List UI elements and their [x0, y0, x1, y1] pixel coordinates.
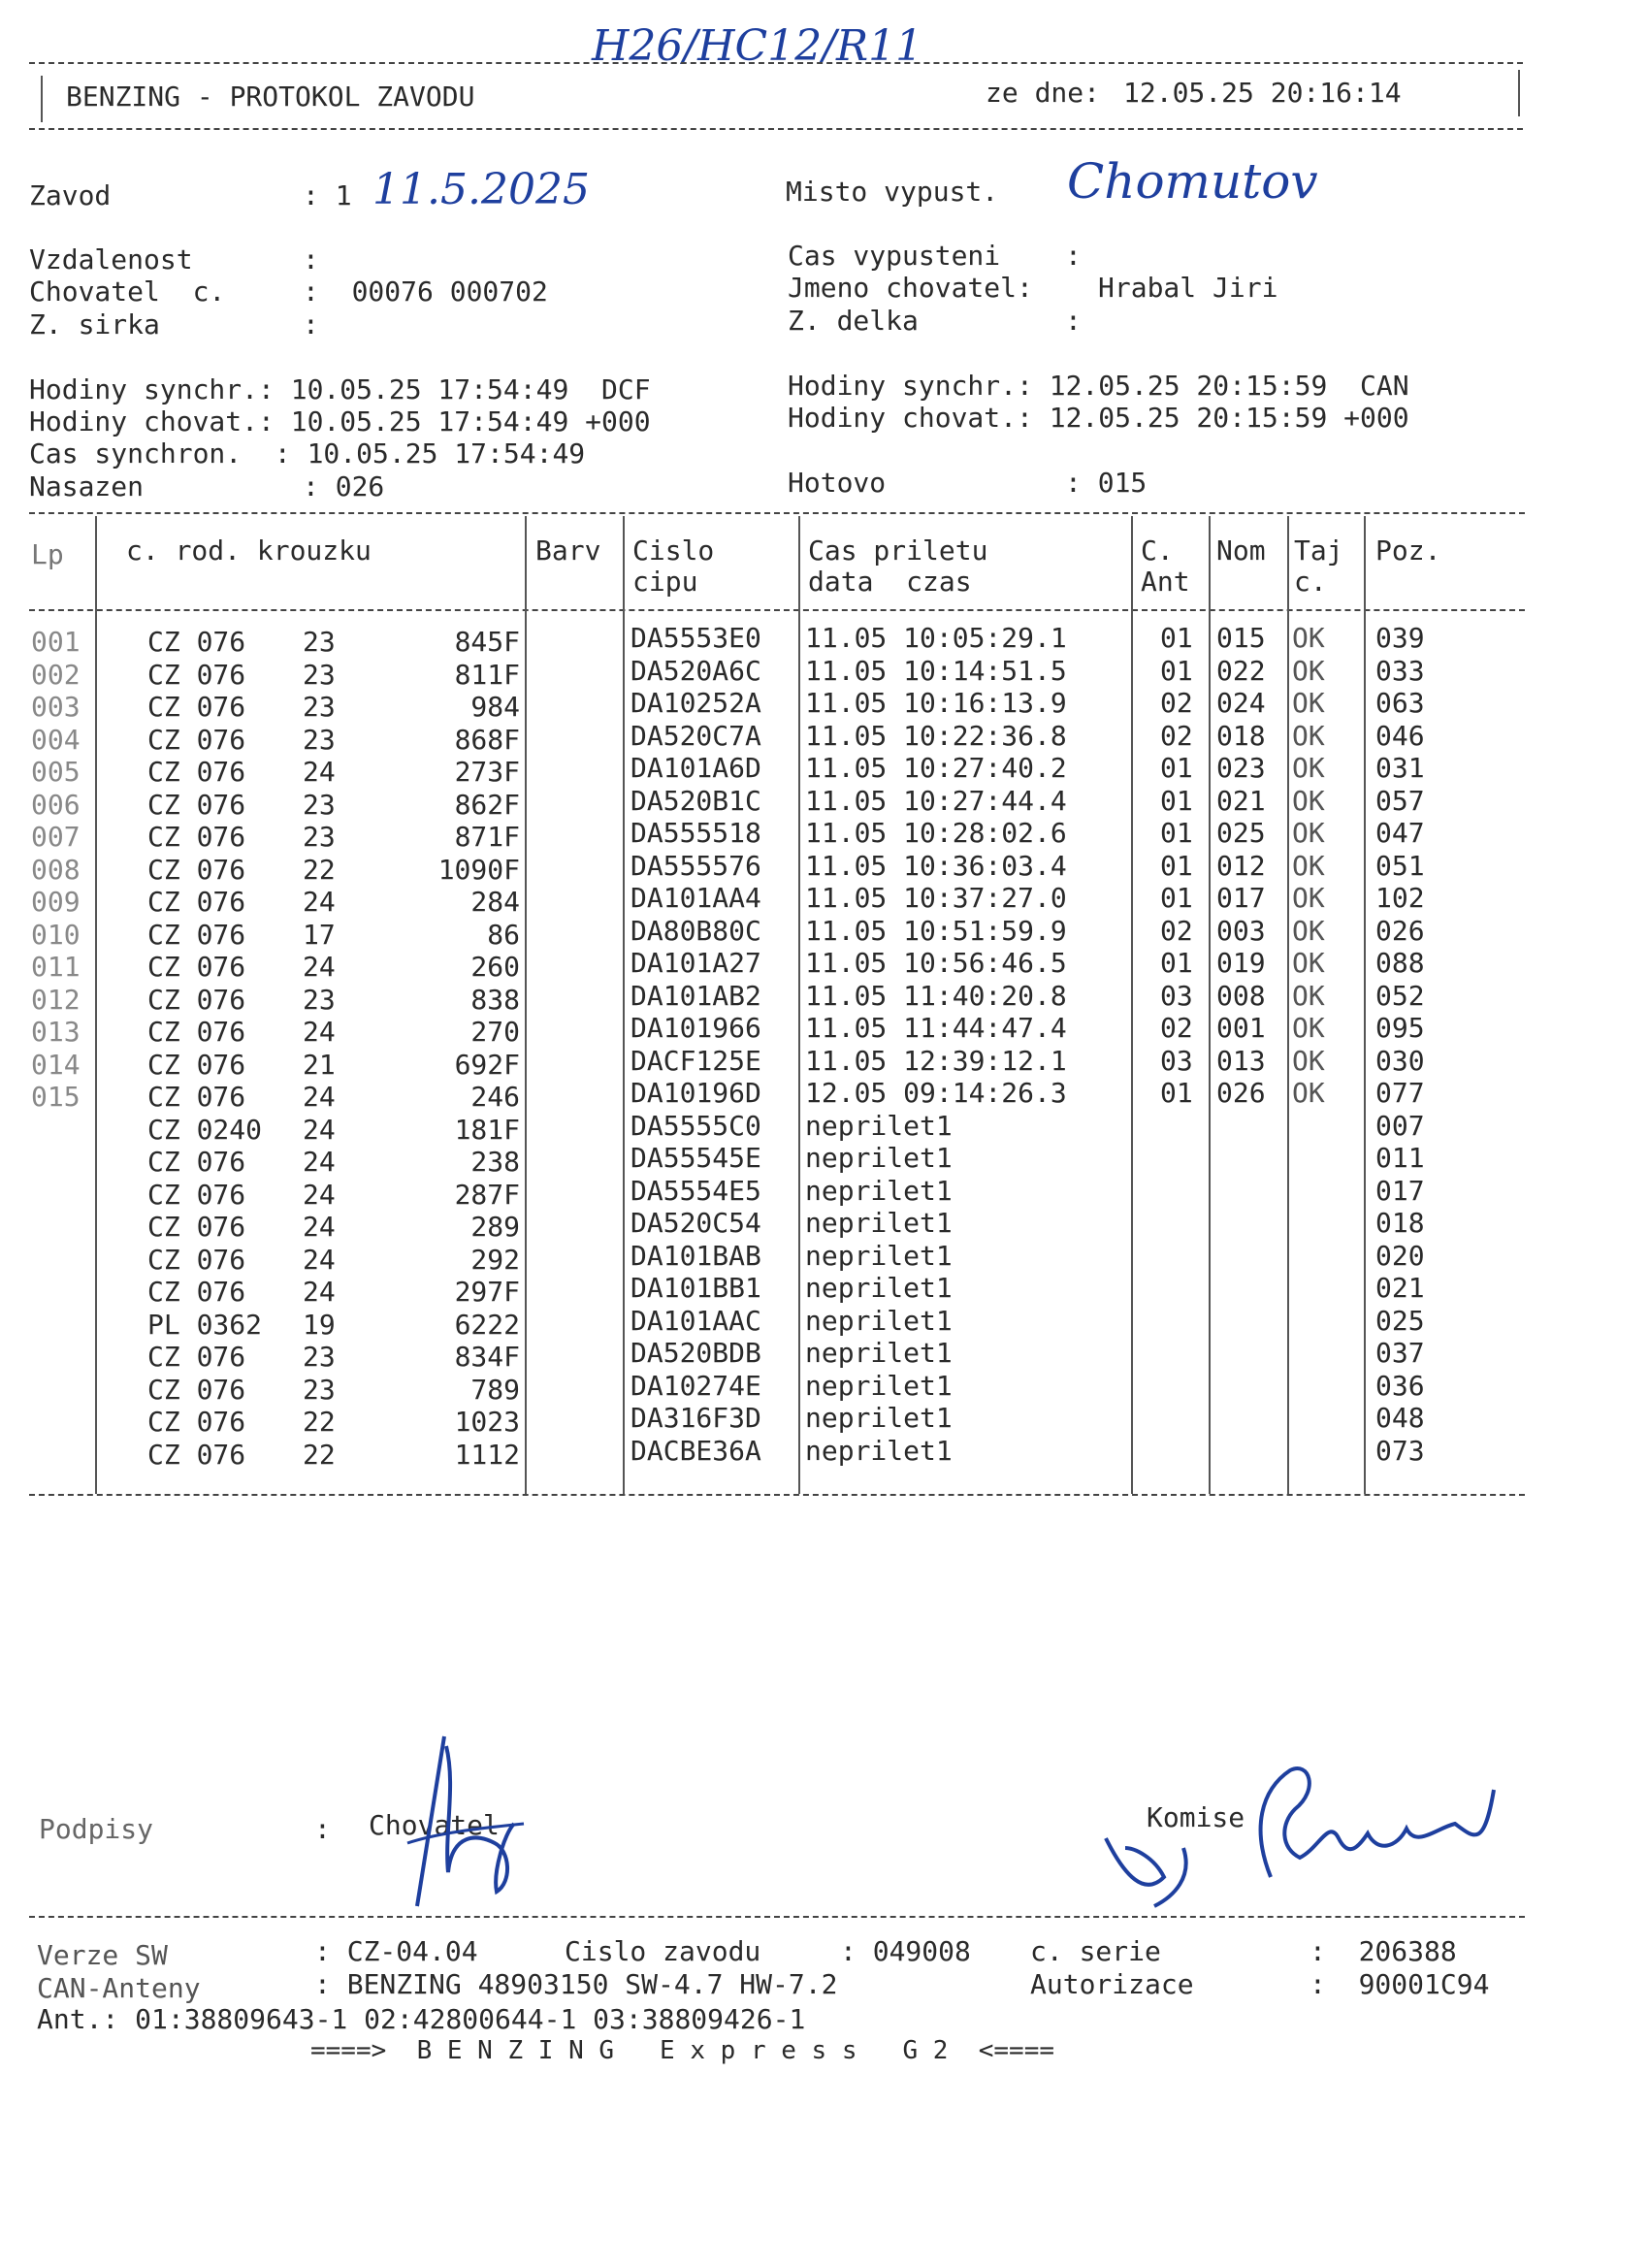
- cell-arrival: 11.05 10:36:03.4: [805, 850, 1067, 882]
- cell-arrival: neprilet1: [805, 1240, 953, 1272]
- cell-position: 047: [1375, 817, 1425, 849]
- cell-arrival: 11.05 10:14:51.5: [805, 655, 1067, 687]
- komise-signature-label: Komise: [1147, 1801, 1245, 1833]
- cell-antenna: 01: [1160, 882, 1193, 914]
- cell-ring-year: 17: [303, 919, 336, 951]
- cell-position: 073: [1375, 1435, 1425, 1467]
- komise-signature: [1086, 1732, 1533, 1926]
- col-sep-3: [623, 516, 625, 1494]
- cell-position: 048: [1375, 1402, 1425, 1434]
- cell-ring-year: 24: [303, 1179, 336, 1211]
- cell-nom: 013: [1216, 1045, 1266, 1077]
- th-lp: Lp: [31, 538, 64, 570]
- cell-arrival: 11.05 11:40:20.8: [805, 980, 1067, 1012]
- cell-taj: OK: [1292, 882, 1325, 914]
- cell-ring-number: 868F: [454, 724, 520, 756]
- cas-vypusteni-value: :: [1065, 240, 1082, 272]
- cell-ring-prefix: CZ 076: [147, 1016, 246, 1048]
- handwritten-place: Chomutov: [1067, 153, 1318, 210]
- cell-ring-year: 24: [303, 1114, 336, 1146]
- cell-antenna: 03: [1160, 980, 1193, 1012]
- cell-chip: DA10252A: [630, 687, 761, 719]
- cell-position: 031: [1375, 752, 1425, 784]
- cell-ring-prefix: CZ 076: [147, 1341, 246, 1373]
- cell-position: 088: [1375, 947, 1425, 979]
- cell-ring-number: 845F: [454, 626, 520, 658]
- th-ant-1: C.: [1141, 535, 1174, 567]
- cell-nom: 008: [1216, 980, 1266, 1012]
- cell-chip: DA80B80C: [630, 915, 761, 947]
- header-date-label: ze dne:: [986, 77, 1101, 109]
- cell-antenna: 01: [1160, 752, 1193, 784]
- zavod-value: : 1: [303, 179, 352, 211]
- cell-ring-year: 24: [303, 1276, 336, 1308]
- cell-chip: DA316F3D: [630, 1402, 761, 1434]
- cell-lp: 011: [31, 951, 81, 983]
- cell-nom: 021: [1216, 785, 1266, 817]
- cell-taj: OK: [1292, 947, 1325, 979]
- cell-ring-number: 1112: [454, 1439, 520, 1471]
- autorizace-value: : 90001C94: [1310, 1968, 1490, 2000]
- cell-chip: DA101BAB: [630, 1240, 761, 1272]
- cell-ring-prefix: CZ 076: [147, 1049, 246, 1081]
- cell-ring-number: 292: [470, 1244, 520, 1276]
- chovatel-label: Chovatel c.: [29, 275, 226, 308]
- cell-position: 036: [1375, 1370, 1425, 1402]
- cell-position: 020: [1375, 1240, 1425, 1272]
- cell-antenna: 01: [1160, 1077, 1193, 1109]
- cell-position: 018: [1375, 1207, 1425, 1239]
- zavod-label: Zavod: [29, 179, 112, 211]
- cell-taj: OK: [1292, 720, 1325, 752]
- cislo-zavodu-label: Cislo zavodu: [565, 1935, 761, 1967]
- cell-antenna: 02: [1160, 687, 1193, 719]
- cell-ring-number: 984: [470, 691, 520, 723]
- handwritten-top-code: H26/HC12/R11: [592, 21, 923, 71]
- cell-ring-year: 24: [303, 951, 336, 983]
- table-header-rule: [29, 609, 1525, 611]
- cell-ring-year: 24: [303, 1244, 336, 1276]
- cell-ring-number: 238: [470, 1146, 520, 1178]
- cell-position: 095: [1375, 1012, 1425, 1044]
- cell-arrival: 12.05 09:14:26.3: [805, 1077, 1067, 1109]
- cell-position: 021: [1375, 1272, 1425, 1304]
- cell-antenna: 03: [1160, 1045, 1193, 1077]
- misto-label: Misto vypust.: [786, 176, 999, 208]
- hotovo-value: : 015: [1065, 467, 1148, 499]
- cell-arrival: neprilet1: [805, 1435, 953, 1467]
- cell-taj: OK: [1292, 752, 1325, 784]
- cell-ring-prefix: CZ 076: [147, 1406, 246, 1438]
- cell-ring-number: 273F: [454, 756, 520, 788]
- cell-ring-year: 23: [303, 626, 336, 658]
- serie-value: : 206388: [1310, 1935, 1457, 1967]
- cell-ring-prefix: CZ 076: [147, 691, 246, 723]
- cell-position: 033: [1375, 655, 1425, 687]
- cell-arrival: 11.05 10:27:44.4: [805, 785, 1067, 817]
- cell-ring-number: 181F: [454, 1114, 520, 1146]
- cell-ring-year: 24: [303, 756, 336, 788]
- vzdalenost-label: Vzdalenost: [29, 243, 193, 275]
- cell-antenna: 01: [1160, 785, 1193, 817]
- cell-ring-year: 22: [303, 1439, 336, 1471]
- autorizace-label: Autorizace: [1030, 1968, 1194, 2000]
- cell-position: 007: [1375, 1110, 1425, 1142]
- cell-nom: 001: [1216, 1012, 1266, 1044]
- cell-chip: DACBE36A: [630, 1435, 761, 1467]
- cell-chip: DA101A27: [630, 947, 761, 979]
- cell-chip: DA520A6C: [630, 655, 761, 687]
- cell-ring-prefix: CZ 076: [147, 854, 246, 886]
- cell-position: 063: [1375, 687, 1425, 719]
- cell-ring-prefix: CZ 076: [147, 1146, 246, 1178]
- cell-antenna: 02: [1160, 1012, 1193, 1044]
- cell-antenna: 01: [1160, 817, 1193, 849]
- verze-value: : CZ-04.04: [314, 1935, 478, 1967]
- cell-ring-prefix: CZ 076: [147, 886, 246, 918]
- cell-chip: DA101AB2: [630, 980, 761, 1012]
- cell-ring-number: 270: [470, 1016, 520, 1048]
- cell-ring-prefix: CZ 076: [147, 1081, 246, 1113]
- cell-lp: 013: [31, 1016, 81, 1048]
- cell-lp: 002: [31, 659, 81, 691]
- cell-ring-number: 1090F: [437, 854, 520, 886]
- cell-ring-year: 23: [303, 821, 336, 853]
- cell-taj: OK: [1292, 655, 1325, 687]
- cell-ring-prefix: CZ 076: [147, 1374, 246, 1406]
- cell-arrival: neprilet1: [805, 1110, 953, 1142]
- cell-ring-prefix: CZ 076: [147, 1244, 246, 1276]
- cell-chip: DA101AAC: [630, 1305, 761, 1337]
- cell-lp: 012: [31, 984, 81, 1016]
- cell-chip: DA101966: [630, 1012, 761, 1044]
- jmeno-label: Jmeno chovatel:: [788, 272, 1033, 304]
- cell-chip: DA5554E5: [630, 1175, 761, 1207]
- cell-chip: DA5555C0: [630, 1110, 761, 1142]
- cell-ring-prefix: CZ 076: [147, 919, 246, 951]
- th-ring: c. rod. krouzku: [126, 535, 372, 567]
- cell-ring-number: 834F: [454, 1341, 520, 1373]
- cell-ring-year: 21: [303, 1049, 336, 1081]
- cell-nom: 003: [1216, 915, 1266, 947]
- cell-position: 052: [1375, 980, 1425, 1012]
- th-cas-1: Cas priletu: [808, 535, 988, 567]
- cell-ring-prefix: CZ 076: [147, 756, 246, 788]
- cell-arrival: 11.05 10:05:29.1: [805, 622, 1067, 654]
- cell-taj: OK: [1292, 785, 1325, 817]
- podpisy-colon: :: [314, 1813, 331, 1845]
- cell-ring-year: 24: [303, 1146, 336, 1178]
- clock-line3-left: Cas synchron. : 10.05.25 17:54:49: [29, 437, 586, 470]
- cell-ring-number: 871F: [454, 821, 520, 853]
- cell-antenna: 02: [1160, 915, 1193, 947]
- cell-position: 037: [1375, 1337, 1425, 1369]
- cell-chip: DA520B1C: [630, 785, 761, 817]
- cell-chip: DACF125E: [630, 1045, 761, 1077]
- cell-position: 039: [1375, 622, 1425, 654]
- cell-taj: OK: [1292, 687, 1325, 719]
- cell-chip: DA555518: [630, 817, 761, 849]
- cell-arrival: 11.05 10:37:27.0: [805, 882, 1067, 914]
- cell-chip: DA101BB1: [630, 1272, 761, 1304]
- cell-chip: DA520C7A: [630, 720, 761, 752]
- cell-ring-year: 19: [303, 1309, 336, 1341]
- cell-ring-number: 284: [470, 886, 520, 918]
- footer-rule: [29, 1916, 1525, 1918]
- cell-taj: OK: [1292, 1045, 1325, 1077]
- clock-line2-left: Hodiny chovat.: 10.05.25 17:54:49 +000: [29, 405, 651, 437]
- col-sep-1: [95, 516, 97, 1494]
- cell-chip: DA520C54: [630, 1207, 761, 1239]
- serie-label: c. serie: [1030, 1935, 1161, 1967]
- cell-nom: 025: [1216, 817, 1266, 849]
- cell-ring-prefix: CZ 076: [147, 789, 246, 821]
- header-right-border: [1518, 70, 1520, 116]
- cell-arrival: 11.05 11:44:47.4: [805, 1012, 1067, 1044]
- th-barv: Barv: [535, 535, 601, 567]
- cell-ring-number: 6222: [454, 1309, 520, 1341]
- cell-ring-year: 24: [303, 886, 336, 918]
- header-title: BENZING - PROTOKOL ZAVODU: [66, 81, 475, 113]
- cell-lp: 006: [31, 789, 81, 821]
- th-taj-1: Taj: [1294, 535, 1343, 567]
- cell-lp: 001: [31, 626, 81, 658]
- chovatel-signature-label: Chovatel: [369, 1809, 500, 1841]
- cell-ring-year: 24: [303, 1081, 336, 1113]
- cell-ring-prefix: CZ 076: [147, 951, 246, 983]
- cell-ring-number: 297F: [454, 1276, 520, 1308]
- cell-lp: 004: [31, 724, 81, 756]
- podpisy-label: Podpisy: [39, 1813, 154, 1845]
- header-bottom-rule: [29, 128, 1523, 130]
- cell-position: 077: [1375, 1077, 1425, 1109]
- cell-nom: 024: [1216, 687, 1266, 719]
- header-top-rule: [29, 62, 1523, 64]
- cell-nom: 012: [1216, 850, 1266, 882]
- cell-arrival: 11.05 10:22:36.8: [805, 720, 1067, 752]
- cell-arrival: 11.05 12:39:12.1: [805, 1045, 1067, 1077]
- cell-chip: DA10274E: [630, 1370, 761, 1402]
- cell-taj: OK: [1292, 850, 1325, 882]
- chovatel-signature: [388, 1727, 582, 1921]
- th-cislo-1: Cislo: [632, 535, 715, 567]
- cell-taj: OK: [1292, 622, 1325, 654]
- header-left-border: [41, 76, 43, 122]
- cell-ring-prefix: CZ 076: [147, 984, 246, 1016]
- cell-ring-prefix: CZ 076: [147, 1211, 246, 1243]
- cell-antenna: 01: [1160, 622, 1193, 654]
- cell-ring-number: 838: [470, 984, 520, 1016]
- cell-ring-prefix: CZ 076: [147, 1179, 246, 1211]
- cell-position: 011: [1375, 1142, 1425, 1174]
- cell-ring-prefix: CZ 076: [147, 724, 246, 756]
- cell-chip: DA10196D: [630, 1077, 761, 1109]
- cell-ring-prefix: CZ 076: [147, 626, 246, 658]
- cell-ring-year: 23: [303, 789, 336, 821]
- nasazen-label: Nasazen: [29, 470, 145, 502]
- cell-antenna: 01: [1160, 655, 1193, 687]
- antennas-line: Ant.: 01:38809643-1 02:42800644-1 03:38809426-1: [37, 2003, 806, 2035]
- can-label: CAN-Anteny: [37, 1972, 201, 2004]
- cell-lp: 003: [31, 691, 81, 723]
- cislo-zavodu-value: : 049008: [840, 1935, 971, 1967]
- cell-position: 026: [1375, 915, 1425, 947]
- cell-arrival: neprilet1: [805, 1207, 953, 1239]
- col-sep-8: [1364, 516, 1366, 1494]
- cell-nom: 026: [1216, 1077, 1266, 1109]
- cell-ring-year: 22: [303, 854, 336, 886]
- cell-arrival: neprilet1: [805, 1370, 953, 1402]
- cell-ring-number: 862F: [454, 789, 520, 821]
- cell-taj: OK: [1292, 1077, 1325, 1109]
- cell-arrival: 11.05 10:16:13.9: [805, 687, 1067, 719]
- cell-lp: 014: [31, 1049, 81, 1081]
- th-taj-2: c.: [1294, 566, 1327, 598]
- col-sep-4: [798, 516, 800, 1494]
- cell-taj: OK: [1292, 817, 1325, 849]
- cell-ring-year: 23: [303, 691, 336, 723]
- cell-arrival: neprilet1: [805, 1272, 953, 1304]
- cell-taj: OK: [1292, 1012, 1325, 1044]
- cas-vypusteni-label: Cas vypusteni: [788, 240, 1001, 272]
- cell-ring-prefix: CZ 076: [147, 821, 246, 853]
- cell-antenna: 01: [1160, 850, 1193, 882]
- cell-antenna: 02: [1160, 720, 1193, 752]
- th-cas-2: data czas: [808, 566, 972, 598]
- cell-arrival: neprilet1: [805, 1402, 953, 1434]
- clock-line1-right: Hodiny synchr.: 12.05.25 20:15:59 CAN: [788, 370, 1409, 402]
- cell-nom: 022: [1216, 655, 1266, 687]
- th-nom: Nom: [1216, 535, 1266, 567]
- cell-position: 025: [1375, 1305, 1425, 1337]
- cell-ring-prefix: CZ 076: [147, 1439, 246, 1471]
- cell-ring-year: 23: [303, 984, 336, 1016]
- cell-ring-number: 811F: [454, 659, 520, 691]
- chovatel-value: : 00076 000702: [303, 275, 548, 308]
- cell-taj: OK: [1292, 980, 1325, 1012]
- cell-chip: DA555576: [630, 850, 761, 882]
- cell-ring-prefix: CZ 076: [147, 659, 246, 691]
- cell-lp: 005: [31, 756, 81, 788]
- cell-arrival: neprilet1: [805, 1142, 953, 1174]
- header-date-value: 12.05.25 20:16:14: [1123, 77, 1402, 109]
- cell-arrival: 11.05 10:28:02.6: [805, 817, 1067, 849]
- cell-lp: 008: [31, 854, 81, 886]
- cell-ring-number: 789: [470, 1374, 520, 1406]
- cell-nom: 023: [1216, 752, 1266, 784]
- can-value: : BENZING 48903150 SW-4.7 HW-7.2: [314, 1968, 838, 2000]
- col-sep-2: [525, 516, 527, 1494]
- jmeno-value: Hrabal Jiri: [1098, 272, 1278, 304]
- cell-arrival: 11.05 10:56:46.5: [805, 947, 1067, 979]
- cell-ring-number: 1023: [454, 1406, 520, 1438]
- cell-nom: 015: [1216, 622, 1266, 654]
- cell-ring-number: 692F: [454, 1049, 520, 1081]
- cell-lp: 009: [31, 886, 81, 918]
- sirka-value: :: [303, 308, 319, 340]
- cell-nom: 019: [1216, 947, 1266, 979]
- cell-chip: DA101AA4: [630, 882, 761, 914]
- cell-position: 046: [1375, 720, 1425, 752]
- cell-position: 057: [1375, 785, 1425, 817]
- cell-lp: 007: [31, 821, 81, 853]
- clock-line1-left: Hodiny synchr.: 10.05.25 17:54:49 DCF: [29, 373, 651, 405]
- cell-ring-year: 23: [303, 1374, 336, 1406]
- brand-line: ====> B E N Z I N G E x p r e s s G 2 <====: [310, 2036, 1055, 2065]
- cell-ring-number: 246: [470, 1081, 520, 1113]
- clock-line2-right: Hodiny chovat.: 12.05.25 20:15:59 +000: [788, 402, 1409, 434]
- cell-arrival: neprilet1: [805, 1175, 953, 1207]
- th-poz: Poz.: [1375, 535, 1441, 567]
- cell-position: 030: [1375, 1045, 1425, 1077]
- col-sep-5: [1131, 516, 1133, 1494]
- cell-antenna: 01: [1160, 947, 1193, 979]
- table-bottom-rule: [29, 1494, 1525, 1496]
- col-sep-6: [1209, 516, 1211, 1494]
- delka-value: :: [1065, 305, 1082, 337]
- cell-arrival: 11.05 10:27:40.2: [805, 752, 1067, 784]
- cell-ring-number: 289: [470, 1211, 520, 1243]
- cell-taj: OK: [1292, 915, 1325, 947]
- th-ant-2: Ant: [1141, 566, 1190, 598]
- cell-arrival: 11.05 10:51:59.9: [805, 915, 1067, 947]
- cell-ring-number: 86: [487, 919, 520, 951]
- th-cislo-2: cipu: [632, 566, 698, 598]
- handwritten-date: 11.5.2025: [372, 165, 590, 214]
- cell-ring-prefix: CZ 0240: [147, 1114, 263, 1146]
- cell-ring-year: 23: [303, 1341, 336, 1373]
- cell-ring-number: 287F: [454, 1179, 520, 1211]
- cell-nom: 017: [1216, 882, 1266, 914]
- cell-ring-year: 23: [303, 724, 336, 756]
- cell-ring-year: 24: [303, 1211, 336, 1243]
- cell-lp: 010: [31, 919, 81, 951]
- cell-arrival: neprilet1: [805, 1305, 953, 1337]
- cell-nom: 018: [1216, 720, 1266, 752]
- delka-label: Z. delka: [788, 305, 919, 337]
- cell-chip: DA101A6D: [630, 752, 761, 784]
- cell-chip: DA520BDB: [630, 1337, 761, 1369]
- cell-ring-year: 23: [303, 659, 336, 691]
- cell-lp: 015: [31, 1081, 81, 1113]
- cell-ring-prefix: CZ 076: [147, 1276, 246, 1308]
- cell-chip: DA5553E0: [630, 622, 761, 654]
- cell-ring-number: 260: [470, 951, 520, 983]
- sirka-label: Z. sirka: [29, 308, 160, 340]
- vzdalenost-value: :: [303, 243, 319, 275]
- cell-ring-year: 22: [303, 1406, 336, 1438]
- table-top-rule: [29, 512, 1525, 514]
- verze-label: Verze SW: [37, 1939, 168, 1971]
- cell-ring-year: 24: [303, 1016, 336, 1048]
- cell-chip: DA55545E: [630, 1142, 761, 1174]
- cell-position: 051: [1375, 850, 1425, 882]
- col-sep-7: [1287, 516, 1289, 1494]
- cell-position: 017: [1375, 1175, 1425, 1207]
- hotovo-label: Hotovo: [788, 467, 887, 499]
- cell-arrival: neprilet1: [805, 1337, 953, 1369]
- cell-position: 102: [1375, 882, 1425, 914]
- nasazen-value: : 026: [303, 470, 385, 502]
- cell-ring-prefix: PL 0362: [147, 1309, 263, 1341]
